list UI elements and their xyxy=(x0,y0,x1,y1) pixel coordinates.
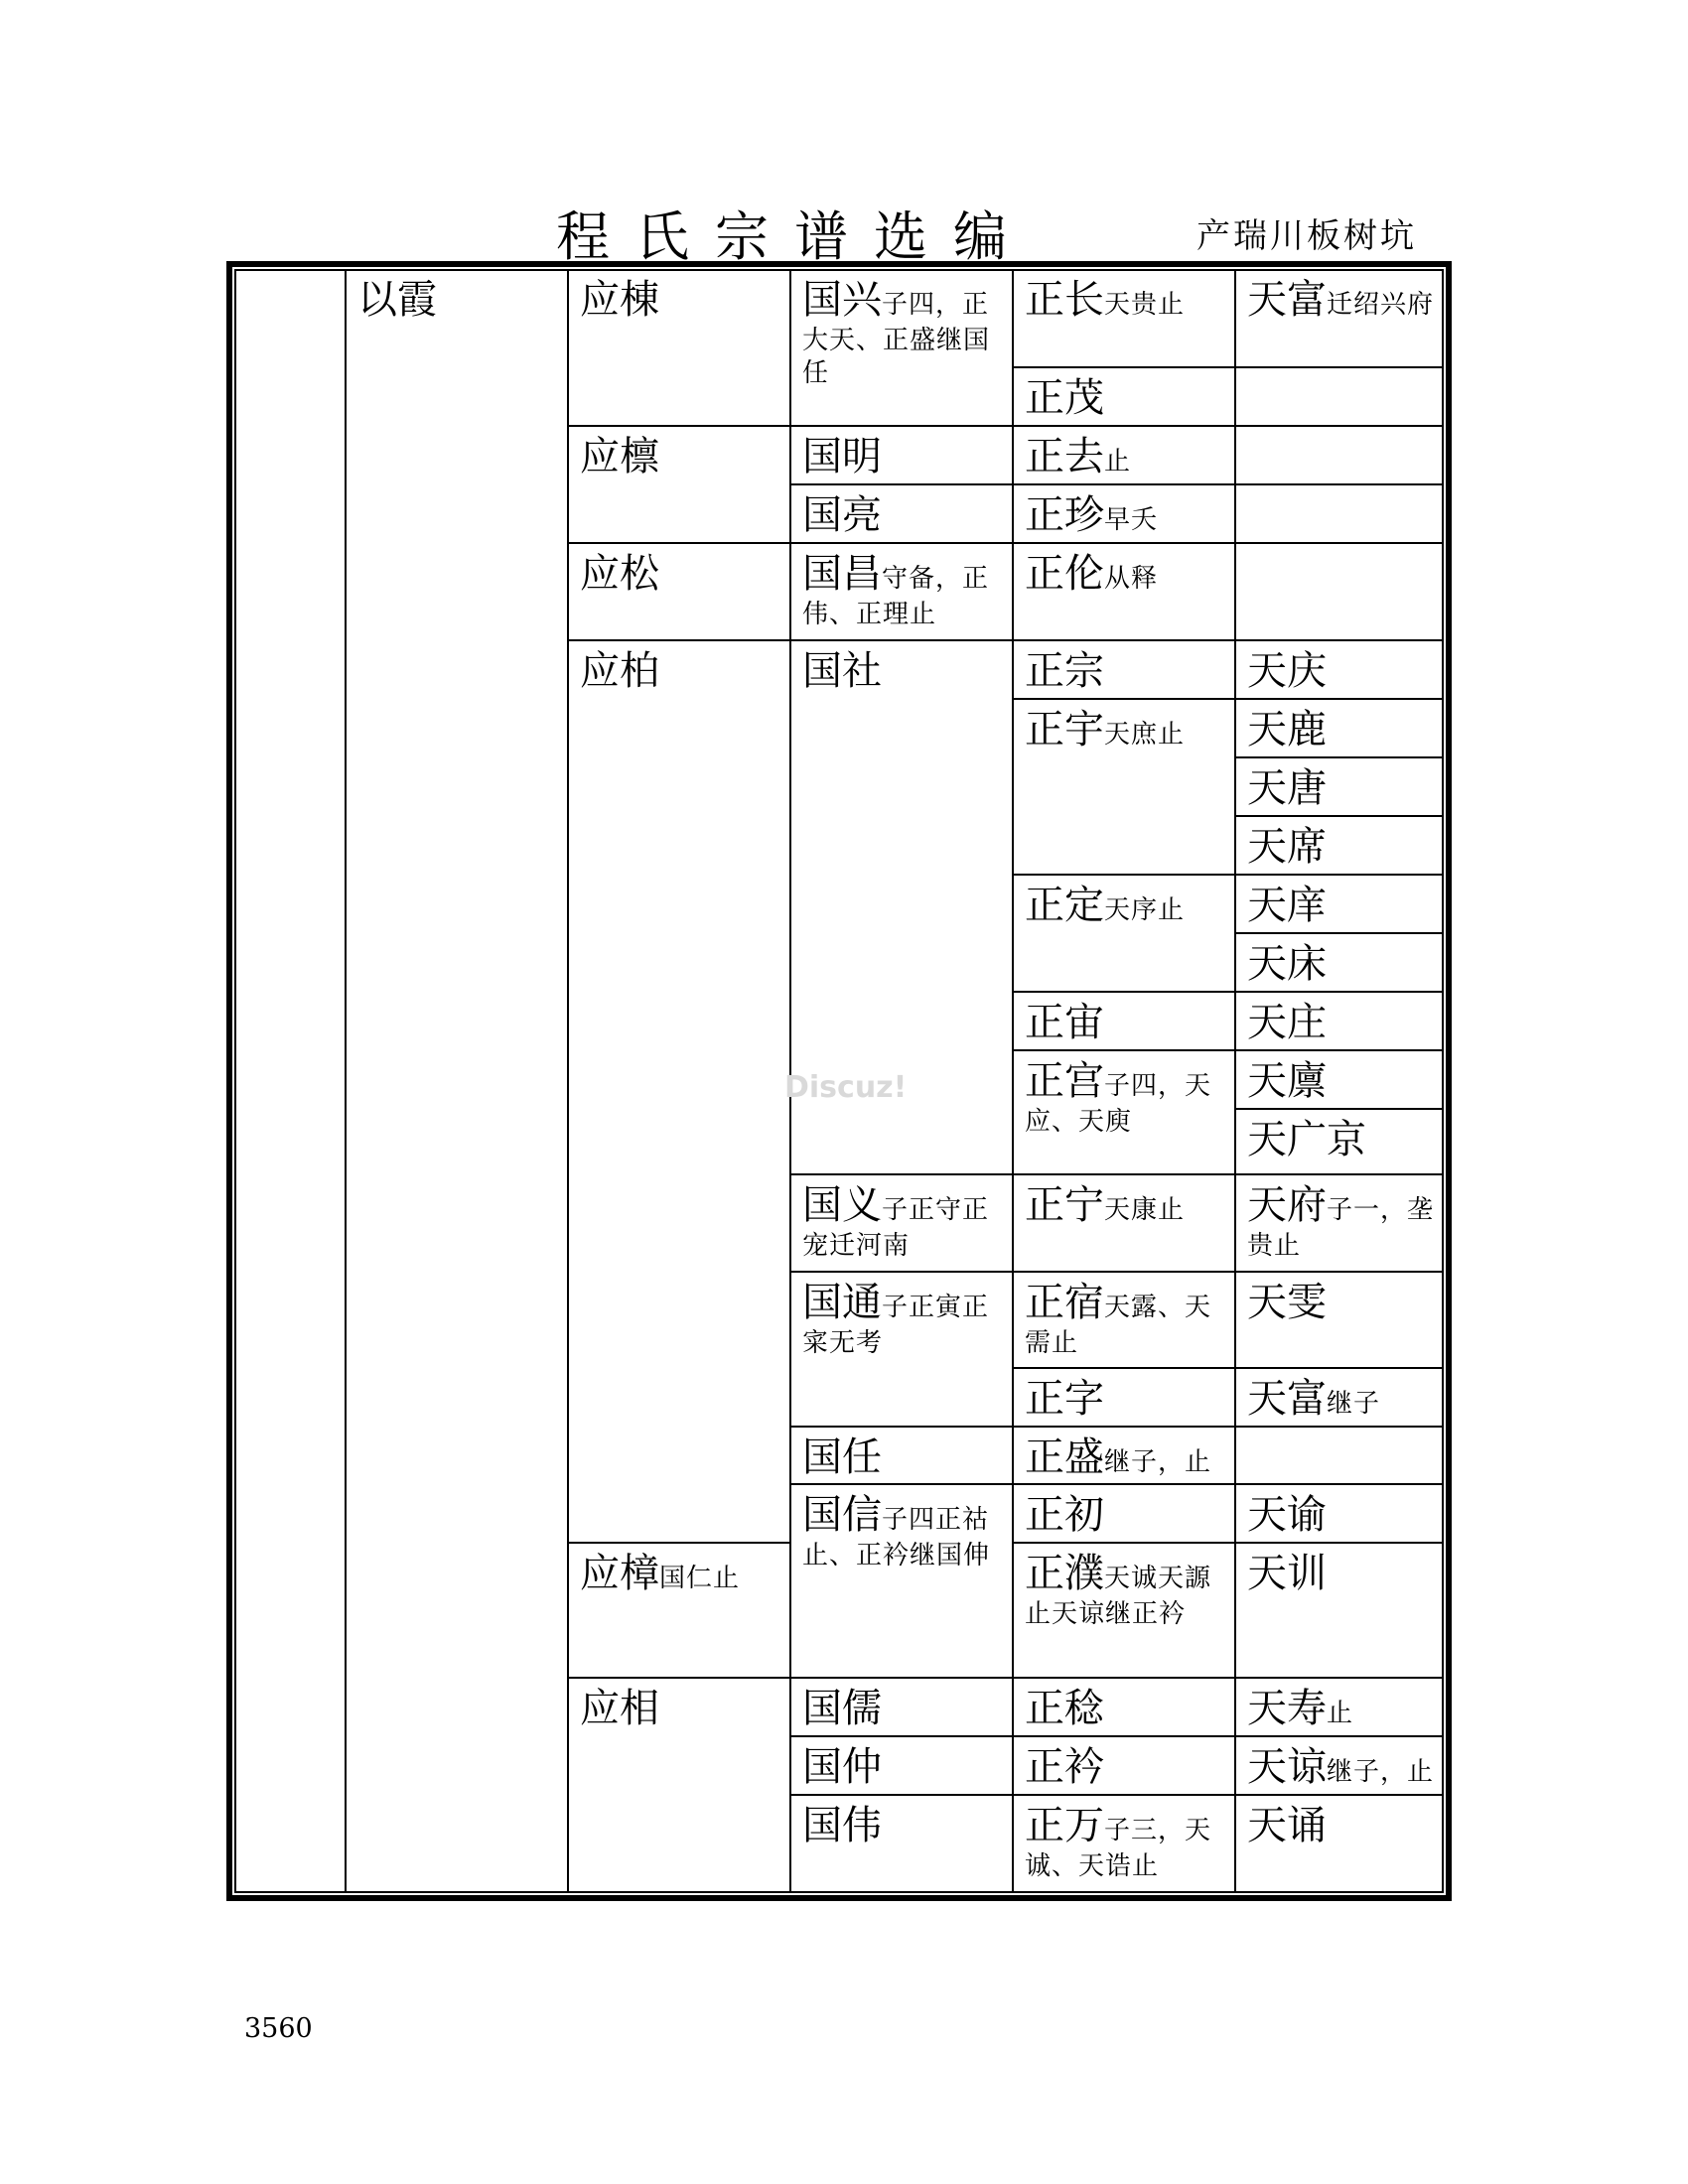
gen3-cell xyxy=(568,269,790,426)
gen4-cell xyxy=(790,1174,1013,1272)
gen4-cell xyxy=(790,484,1013,543)
person-name: 正长 xyxy=(1025,277,1104,323)
gen5-cell xyxy=(1013,1543,1235,1678)
gen6-cell xyxy=(1235,1368,1444,1427)
gen5-cell xyxy=(1013,543,1235,640)
gen4-cell xyxy=(790,269,1013,426)
gen5-cell xyxy=(1013,484,1235,543)
person-name: 正珍 xyxy=(1025,492,1104,538)
gen4-cell xyxy=(790,1736,1013,1795)
gen6-cell xyxy=(1235,1484,1444,1543)
gen5-cell xyxy=(1013,426,1235,484)
person-name: 天庠 xyxy=(1247,883,1327,928)
person-note: 迁绍兴府 xyxy=(1327,290,1435,320)
person-name: 应柏 xyxy=(580,648,659,694)
gen3-cell xyxy=(568,1543,790,1678)
person-name: 应檩 xyxy=(580,434,659,479)
gen6-cell xyxy=(1235,269,1444,367)
gen6-cell xyxy=(1235,640,1444,699)
person-name: 国任 xyxy=(802,1434,882,1480)
person-note: 子一，垄贵止 xyxy=(1247,1195,1435,1261)
person-note: 止 xyxy=(1104,447,1132,477)
gen6-cell xyxy=(1235,1174,1444,1272)
person-name: 以霞 xyxy=(357,277,437,323)
person-note: 天露、天需止 xyxy=(1025,1293,1212,1358)
person-note: 子四，正大天、正盛继国任 xyxy=(802,290,991,388)
person-note: 子四正祜止、正衿继国伸 xyxy=(802,1505,991,1570)
person-note: 子四，天应、天庾 xyxy=(1025,1071,1212,1137)
person-name: 国信 xyxy=(802,1492,882,1538)
gen4-cell xyxy=(790,426,1013,484)
gen5-cell xyxy=(1013,1050,1235,1174)
gen5-cell xyxy=(1013,1427,1235,1484)
person-name: 国亮 xyxy=(802,492,882,538)
gen3-cell xyxy=(568,640,790,1543)
person-name: 正万 xyxy=(1025,1803,1104,1848)
person-name: 天富 xyxy=(1247,1376,1327,1422)
gen6-cell xyxy=(1235,1543,1444,1678)
person-name: 正宫 xyxy=(1025,1058,1104,1104)
person-name: 天鹿 xyxy=(1247,707,1327,752)
gen3-cell xyxy=(568,543,790,640)
gen4-cell xyxy=(790,1427,1013,1484)
gen6-cell xyxy=(1235,484,1444,543)
person-name: 天寿 xyxy=(1247,1686,1327,1731)
gen5-cell xyxy=(1013,1736,1235,1795)
person-name: 正宇 xyxy=(1025,707,1104,752)
person-name: 天廪 xyxy=(1247,1058,1327,1104)
person-name: 国社 xyxy=(802,648,882,694)
person-note: 继子 xyxy=(1327,1389,1381,1419)
gen6-cell xyxy=(1235,699,1444,757)
gen6-cell xyxy=(1235,367,1444,426)
person-note: 天康止 xyxy=(1104,1195,1186,1225)
gen6-cell xyxy=(1235,933,1444,992)
person-name: 正稔 xyxy=(1025,1686,1104,1731)
gen5-cell xyxy=(1013,992,1235,1050)
page-subtitle: 产瑞川板树坑 xyxy=(1196,216,1417,256)
person-name: 应樟 xyxy=(580,1551,659,1596)
gen6-cell xyxy=(1235,757,1444,816)
gen6-cell xyxy=(1235,1678,1444,1736)
gen5-cell xyxy=(1013,1174,1235,1272)
gen6-cell xyxy=(1235,426,1444,484)
person-note: 继子，止 xyxy=(1104,1447,1212,1477)
person-name: 天富 xyxy=(1247,277,1327,323)
gen4-cell xyxy=(790,1484,1013,1678)
person-name: 天谅 xyxy=(1247,1744,1327,1790)
page-title: 程氏宗谱选编 xyxy=(556,205,1033,268)
person-note: 国仁止 xyxy=(659,1564,741,1593)
gen6-cell xyxy=(1235,1272,1444,1368)
person-name: 天席 xyxy=(1247,824,1327,870)
gen6-cell xyxy=(1235,1427,1444,1484)
person-name: 天雯 xyxy=(1247,1280,1327,1325)
gen4-cell xyxy=(790,1795,1013,1891)
person-note: 子正守正宠迁河南 xyxy=(802,1195,990,1261)
gen4-cell xyxy=(790,1272,1013,1427)
gen3-cell xyxy=(568,426,790,543)
person-name: 天广京 xyxy=(1247,1117,1366,1162)
gen5-cell xyxy=(1013,1484,1235,1543)
person-note: 子正寅正寀无考 xyxy=(802,1293,990,1358)
person-name: 正宁 xyxy=(1025,1182,1104,1228)
gen5-cell xyxy=(1013,1272,1235,1368)
gen6-cell xyxy=(1235,992,1444,1050)
gen5-cell xyxy=(1013,367,1235,426)
gen5-cell xyxy=(1013,1795,1235,1891)
person-name: 天床 xyxy=(1247,941,1327,987)
person-name: 国伟 xyxy=(802,1803,882,1848)
gen5-cell xyxy=(1013,269,1235,367)
gen6-cell xyxy=(1235,875,1444,933)
person-name: 国通 xyxy=(802,1280,882,1325)
gen4-cell xyxy=(790,1678,1013,1736)
person-name: 正衿 xyxy=(1025,1744,1104,1790)
person-name: 正宗 xyxy=(1025,648,1104,694)
gen6-cell xyxy=(1235,1050,1444,1109)
person-name: 国义 xyxy=(802,1182,882,1228)
gen6-cell xyxy=(1235,1109,1444,1174)
person-name: 国仲 xyxy=(802,1744,882,1790)
person-name: 正宙 xyxy=(1025,1000,1104,1045)
gen5-cell xyxy=(1013,1678,1235,1736)
person-note: 子三，天诚、天诰止 xyxy=(1025,1816,1212,1881)
person-name: 国明 xyxy=(802,434,882,479)
person-note: 继子，止 xyxy=(1327,1757,1435,1787)
person-note: 从释 xyxy=(1104,564,1159,594)
person-name: 天训 xyxy=(1247,1551,1327,1596)
person-name: 天谕 xyxy=(1247,1492,1327,1538)
person-name: 应相 xyxy=(580,1686,659,1731)
watermark: Discuz! xyxy=(784,1070,908,1105)
person-name: 正定 xyxy=(1025,883,1104,928)
person-name: 正去 xyxy=(1025,434,1104,479)
person-name: 国兴 xyxy=(802,277,882,323)
person-name: 正初 xyxy=(1025,1492,1104,1538)
gen5-cell xyxy=(1013,875,1235,992)
gen6-cell xyxy=(1235,1736,1444,1795)
page-number: 3560 xyxy=(244,2013,313,2044)
person-note: 止 xyxy=(1327,1699,1354,1728)
gen3-cell xyxy=(568,1678,790,1891)
person-name: 正濮 xyxy=(1025,1551,1104,1596)
person-note: 天贵止 xyxy=(1104,290,1186,320)
person-note: 天诚天謜止天谅继正衿 xyxy=(1025,1564,1212,1629)
gen6-cell xyxy=(1235,816,1444,875)
person-name: 应松 xyxy=(580,551,659,597)
person-name: 天唐 xyxy=(1247,765,1327,811)
person-note: 守备，正伟、正理止 xyxy=(802,564,990,629)
gen5-cell xyxy=(1013,699,1235,875)
person-name: 正伦 xyxy=(1025,551,1104,597)
person-name: 天庆 xyxy=(1247,648,1327,694)
person-name: 正茂 xyxy=(1025,375,1104,421)
gen6-cell xyxy=(1235,543,1444,640)
person-name: 天府 xyxy=(1247,1182,1327,1228)
gen6-cell xyxy=(1235,1795,1444,1891)
person-note: 天庶止 xyxy=(1104,720,1186,750)
person-name: 应棟 xyxy=(580,277,659,323)
person-name: 天诵 xyxy=(1247,1803,1327,1848)
person-name: 正宿 xyxy=(1025,1280,1104,1325)
person-name: 国昌 xyxy=(802,551,882,597)
person-name: 正字 xyxy=(1025,1376,1104,1422)
gen2-cell xyxy=(346,269,568,1891)
person-note: 早夭 xyxy=(1104,505,1159,535)
gen4-cell xyxy=(790,543,1013,640)
person-name: 国儒 xyxy=(802,1686,882,1731)
person-name: 正盛 xyxy=(1025,1434,1104,1480)
gen5-cell xyxy=(1013,1368,1235,1427)
gen5-cell xyxy=(1013,640,1235,699)
person-name: 天庄 xyxy=(1247,1000,1327,1045)
person-note: 天序止 xyxy=(1104,895,1186,925)
